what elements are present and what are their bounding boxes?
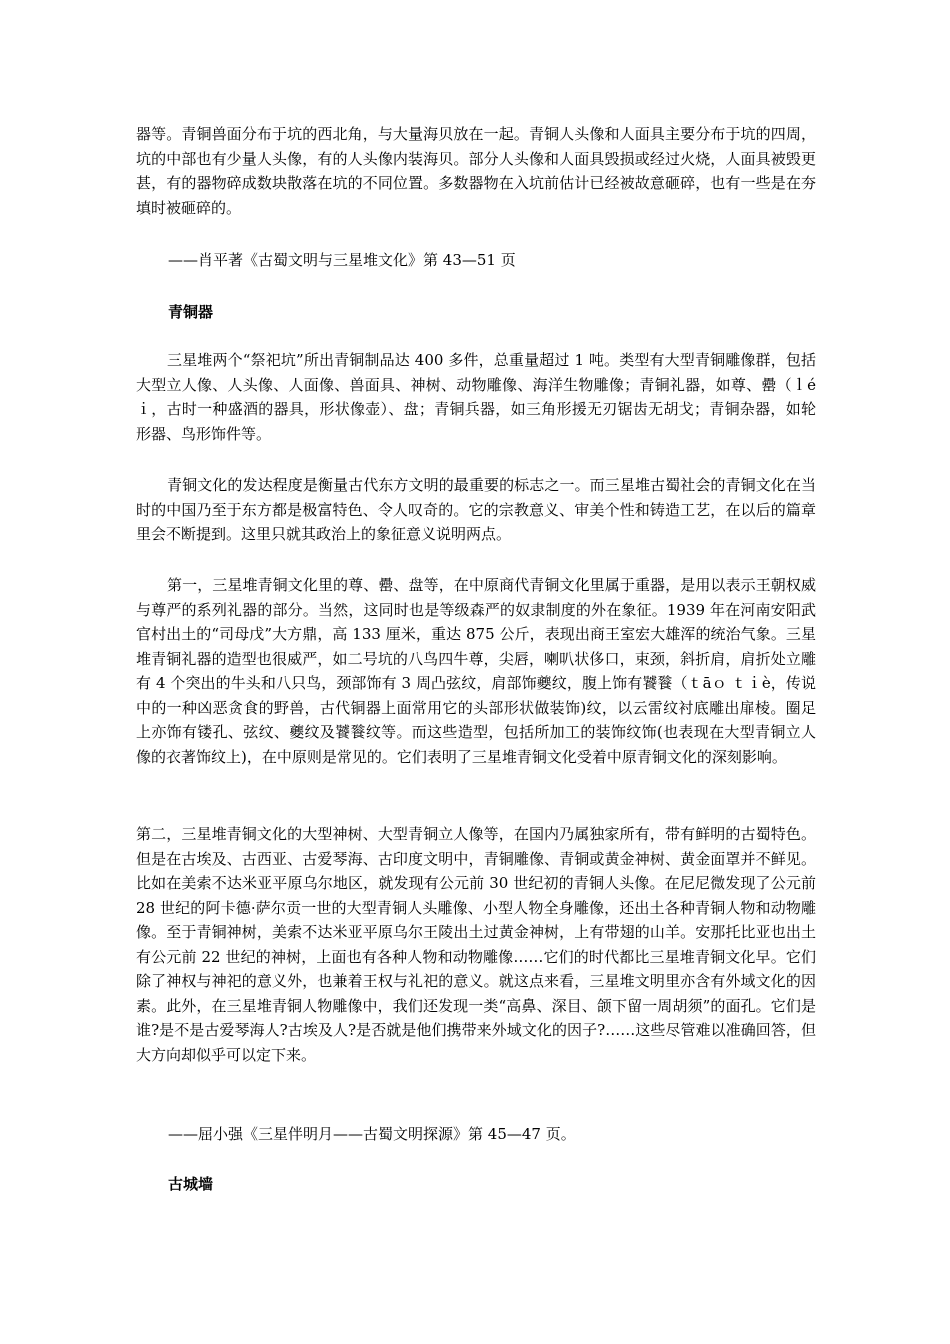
paragraph-bronze-overview: 三星堆两个“祭祀坑”所出青铜制品达 400 多件，总重量超过 1 吨。类型有大型青铜雕像群，包括大型立人像、人头像、人面像、兽面具、神树、动物雕像、海洋生物雕像；青铜礼器，如尊、罍（ｌéｉ，古时一种盛酒的器具，形状像壶）、盘；青铜兵器，如三角形援无刃锯齿无胡戈；青铜杂器，如轮形器、鸟形饰件等。 xyxy=(136,351,816,443)
citation-qu-xiaoqiang: ——屈小强《三星伴明月——古蜀文明探源》第 45—47 页。 xyxy=(168,1125,576,1143)
citation-xiao-ping: ——肖平著《古蜀文明与三星堆文化》第 43—51 页 xyxy=(168,251,516,269)
section-heading-bronze: 青铜器 xyxy=(168,303,214,321)
paragraph-bronze-first-point: 第一，三星堆青铜文化里的尊、罍、盘等，在中原商代青铜文化里属于重器，是用以表示王朝权威与尊严的系列礼器的部分。当然，这同时也是等级森严的奴隶制度的外在象征。1939 年在河南安阳武官村出土的“司母戊”大方鼎，高 133 厘米，重达 875 公斤，表现出商王室宏大雄浑的统治气象。三星堆青铜礼器的造型也很威严，如二号坑的八鸟四牛尊，尖唇，喇叭状侈口，束颈，斜折肩，肩折处立雕有 4 个突出的牛头和八只鸟，颈部饰有 3 周凸弦纹，肩部饰夔纹，腹上饰有饕餮（ｔāｏ ｔｉè，传说中的一种凶恶贪食的野兽，古代铜器上面常用它的头部形状做装饰)纹，以云雷纹衬底雕出扉棱。圈足上亦饰有镂孔、弦纹、夔纹及饕餮纹等。而这些造型，包括所加工的装饰纹饰(也表现在大型青铜立人像的衣著饰纹上)，在中原则是常见的。它们表明了三星堆青铜文化受着中原青铜文化的深刻影响。 xyxy=(136,576,816,766)
paragraph-bronze-second-point: 第二，三星堆青铜文化的大型神树、大型青铜立人像等，在国内乃属独家所有，带有鲜明的古蜀特色。但是在古埃及、古西亚、古爱琴海、古印度文明中，青铜雕像、青铜或黄金神树、黄金面罩并不鲜见。比如在美索不达米亚平原乌尔地区，就发现有公元前 30 世纪初的青铜人头像。在尼尼微发现了公元前 28 世纪的阿卡德·萨尔贡一世的大型青铜人头雕像、小型人物全身雕像，还出土各种青铜人物和动物雕像。至于青铜神树，美索不达米亚平原乌尔王陵出土过黄金神树，上有带翅的山羊。安那托比亚也出土有公元前 22 世纪的神树，上面也有各种人物和动物雕像……它们的时代都比三星堆青铜文化早。它们除了神权与神祀的意义外，也兼着王权与礼祀的意义。就这点来看，三星堆文明里亦含有外域文化的因素。此外，在三星堆青铜人物雕像中，我们还发现一类“高鼻、深目、颌下留一周胡须”的面孔。它们是谁?是不是古爱琴海人?古埃及人?是否就是他们携带来外域文化的因子?……这些尽管难以准确回答，但大方向却似乎可以定下来。 xyxy=(136,825,816,1064)
paragraph-bronze-significance: 青铜文化的发达程度是衡量古代东方文明的最重要的标志之一。而三星堆古蜀社会的青铜文化在当时的中国乃至于东方都是极富特色、令人叹奇的。它的宗教意义、审美个性和铸造工艺，在以后的篇章里会不断提到。这里只就其政治上的象征意义说明两点。 xyxy=(136,476,816,543)
paragraph-intro: 器等。青铜兽面分布于坑的西北角，与大量海贝放在一起。青铜人头像和人面具主要分布于坑的四周，坑的中部也有少量人头像，有的人头像内装海贝。部分人头像和人面具毁损或经过火烧，人面具被毁更甚，有的器物碎成数块散落在坑的不同位置。多数器物在入坑前估计已经被故意砸碎，也有一些是在夯填时被砸碎的。 xyxy=(136,125,816,217)
section-heading-ancient-wall: 古城墙 xyxy=(168,1175,214,1193)
